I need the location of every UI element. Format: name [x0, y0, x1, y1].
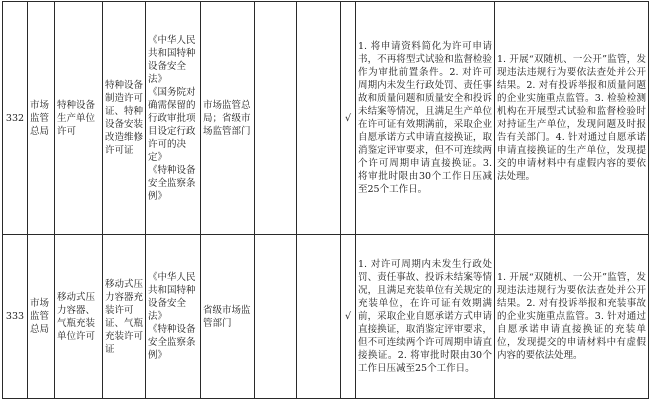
approval-item-cell: 移动式压力容器、气瓶充装单位许可: [55, 235, 103, 399]
checkmark-cell: √: [341, 235, 356, 399]
department-cell: 市场监管总局: [28, 235, 55, 399]
empty-cell: [255, 235, 297, 399]
authority-cell: 省级市场监管部门: [201, 235, 255, 399]
approval-item-cell: 特种设备生产单位许可: [55, 2, 103, 235]
row-number: 333: [3, 235, 28, 399]
sub-item-cell: 特种设备制造许可证、特种设备安装改造维修许可证: [103, 2, 146, 235]
authority-cell: 市场监管总局；省级市场监管部门: [201, 2, 255, 235]
table-row: [3, 2, 649, 235]
approval-reform-table: [2, 1, 649, 399]
legal-basis-cell: [146, 2, 201, 235]
row-number: 332: [3, 2, 28, 235]
supervision-measures-cell: 1. 开展“双随机、一公开”监管，发现违法违规行为要依法查处并公开结果。2. 对有投诉举报和质量问题的企业实施重点监管。3. 检验检测机构在开展型式试验和监督检验时对持证生产单位，发现问题及时报告有关部门。4. 针对通过自愿承诺申请直接换证的生产单位，发现提交的申请材料中有虚假内容的要依法处理。: [495, 2, 649, 235]
checkmark-cell: √: [341, 2, 356, 235]
supervision-measures-cell: 1. 开展“双随机、一公开”监管，发现违法违规行为要依法查处并公开结果。2. 对有投诉举报和充装事故的企业实施重点监管。3. 针对通过自愿承诺申请直接换证的充装单位，发现提交的申请材料中有虚假内容的要依法处理。: [495, 235, 649, 399]
legal-basis-line: 《特种设备安全监察条例》: [148, 324, 196, 361]
legal-basis-line: 《国务院对确需保留的行政审批项目设定行政许可的决定》: [148, 86, 196, 163]
reform-measures-cell: 1. 对许可周期内未发生行政处罚、责任事故、投诉未结案等情况，且满足充装单位有关规定的充装单位，在许可证有效期满前，采取企业自愿承诺方式申请直接换证，取消鉴定评审要求，但不可连续两个许可周期申请直接换证。2. 将审批时限由30个工作日压减至25个工作日。: [356, 235, 495, 399]
legal-basis-line: 《中华人民共和国特种设备安全法》: [148, 272, 196, 322]
legal-basis-line: 《中华人民共和国特种设备安全法》: [148, 34, 196, 85]
reform-measures-cell: 1. 将申请资料简化为许可申请书，不再将型式试验和监督检验作为审批前置条件。2. 对许可周期内未发生行政处罚、责任事故和质量问题和质量安全和投诉未结案等情况，且满足生产单位在许可证有效期满前，采取企业自愿承诺方式申请直接换证，取消鉴定评审要求，但不可连续两个许可周期申请直接换证。3. 将审批时限由30个工作日压减至25个工作日。: [356, 2, 495, 235]
empty-cell: [255, 2, 297, 235]
department-cell: 市场监管总局: [28, 2, 55, 235]
empty-cell: [297, 2, 341, 235]
table-row: [3, 235, 649, 399]
empty-cell: [297, 235, 341, 399]
sub-item-cell: 移动式压力容器充装许可证、气瓶充装许可证: [103, 235, 146, 399]
legal-basis-line: 《特种设备安全监察条例》: [148, 164, 196, 202]
legal-basis-cell: [146, 235, 201, 399]
